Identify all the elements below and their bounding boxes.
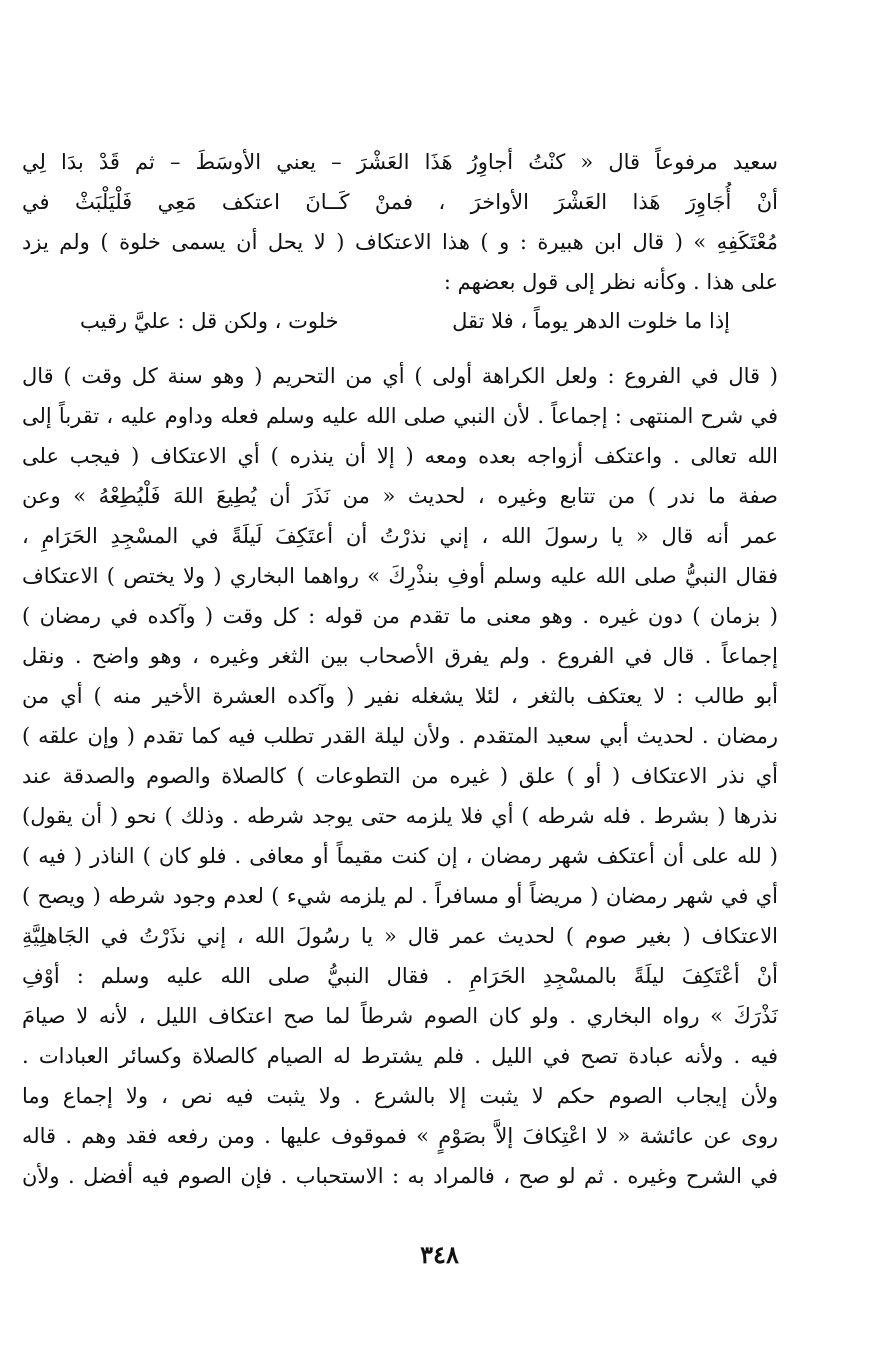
text-line: أبو طالب : لا يعتكف بالثغر ، لئلا يشغله نفير ( وآكده العشرة الأخير منه ) أي من bbox=[22, 684, 778, 708]
text-line: أنْ أُجَاوِرَ هَذا العَشْرَ الأواخرَ ، فمنْ كَــانَ اعتكف مَعِي فَلْيَلْبَثْ في bbox=[22, 190, 778, 214]
text-line: رمضان . لحديث أبي سعيد المتقدم . ولأن ليلة القدر تطلب فيه كما تقدم ( وإن علقه ) bbox=[22, 724, 778, 748]
text-line: الله تعالى . واعتكف أزواجه بعده ومعه ( إلا أن ينذره ) أي الاعتكاف ( فيجب على bbox=[22, 444, 778, 468]
text-line: على هذا . وكأنه نظر إلى قول بعضهم : bbox=[443, 270, 778, 294]
text-line: نَذْرَكَ » رواه البخاري . ولو كان الصوم شرطاً لما صح اعتكاف الليل ، لأنه لا صيامَ bbox=[22, 1004, 778, 1028]
text-line: صفة ما ندر ) من تتابع وغيره ، لحديث « من نَذَرَ أن يُطِيعَ اللهَ فَلْيُطِعْهُ » وعن bbox=[22, 484, 778, 508]
text-line: في شرح المنتهى : إجماعاً . لأن النبي صلى الله عليه وسلم فعله وداوم عليه ، تقرباً إلى bbox=[22, 404, 778, 428]
text-line: ( لله على أن أعتكف شهر رمضان ، إن كنت مقيماً أو معافى . فلو كان ) الناذر ( فيه ) bbox=[22, 844, 778, 868]
poem-second-hemistich: خلوت ، ولكن قل : عليَّ رقيب bbox=[80, 309, 339, 333]
text-line: أنْ أعْتَكِفَ ليلَةً بالمسْجِدِ الحَرَامِ . فقال النبيُّ صلى الله عليه وسلم : أوْفِ bbox=[22, 964, 778, 988]
poem-first-hemistich: إذا ما خلوت الدهر يوماً ، فلا تقل bbox=[452, 309, 730, 333]
text-line: عمر أنه قال « يا رسولَ الله ، إني نذرْتُ أن أعتَكِفَ لَيلَةً في المسْجِدِ الحَرَامِ ، bbox=[22, 524, 778, 548]
text-line: فيه . ولأنه عبادة تصح في الليل . فلم يشترط له الصيام كالصلاة وكسائر العبادات . bbox=[22, 1044, 778, 1068]
text-line: فقال النبيُّ صلى الله عليه وسلم أوفِ بنذْرِكَ » رواهما البخاري ( ولا يختص ) الاعتكاف bbox=[22, 564, 778, 588]
text-line: في الشرح وغيره . ثم لو صح ، فالمراد به : الاستحباب . فإن الصوم فيه أفضل . ولأن bbox=[22, 1164, 778, 1188]
text-line: أي نذر الاعتكاف ( أو ) علق ( غيره من التطوعات ) كالصلاة والصوم والصدقة عند bbox=[22, 764, 778, 788]
text-line: أي في شهر رمضان ( مريضاً أو مسافراً . لم يلزمه شيء ) لعدم وجود شرطه ( ويصح ) bbox=[22, 884, 778, 908]
text-line: ( قال في الفروع : ولعل الكراهة أولى ) أي من التحريم ( وهو سنة كل وقت ) قال bbox=[22, 364, 778, 388]
main-paragraph bbox=[22, 356, 778, 1216]
text-line: روى عن عائشة « لا اعْتِكافَ إلاَّ بصَوْمٍ » فموقوف عليها . ومن رفعه فقد وهم . قاله bbox=[22, 1124, 778, 1148]
text-line: الاعتكاف ( بغير صوم ) لحديث عمر قال « يا رسُولَ الله ، إني نذَرْتُ في الجَاهلِيَّةِ bbox=[22, 924, 778, 948]
text-line: ( بزمان ) دون غيره . وهو معنى ما تقدم من قوله : كل وقت ( وآكده في رمضان ) bbox=[22, 604, 778, 628]
poem-verse bbox=[80, 301, 730, 341]
text-line: مُعْتَكَفِهِ » ( قال ابن هبيرة : و ) هذا الاعتكاف ( لا يحل أن يسمى خلوة ) ولم يزد bbox=[22, 230, 778, 254]
top-paragraph bbox=[22, 132, 778, 292]
page-number: ٣٤٨ bbox=[420, 1240, 459, 1269]
text-line: نذرها ( بشرط . فله شرطه ) أي فلا يلزمه حتى يوجد شرطه . وذلك ) نحو ( أن يقول) bbox=[22, 804, 778, 828]
text-line: ولأن إيجاب الصوم حكم لا يثبت إلا بالشرع . ولا يثبت فيه نص ، ولا إجماع وما bbox=[22, 1084, 778, 1108]
text-line: سعيد مرفوعاً قال « كنْتُ أجاوِرُ هَذَا العَشْرَ – يعني الأوسَطَ – ثم قَدْ بدَا لِي bbox=[22, 150, 778, 174]
text-line: إجماعاً . قال في الفروع . ولم يفرق الأصحاب بين الثغر وغيره ، وهو واضح . ونقل bbox=[22, 644, 778, 668]
